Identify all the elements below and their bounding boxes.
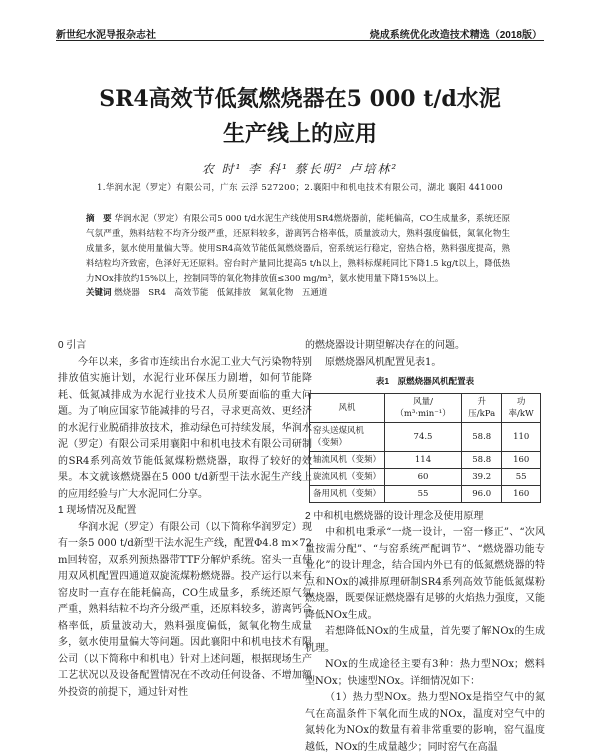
section-heading: 1 现场情况及配置 <box>58 505 137 516</box>
table-caption: 表1 原燃烧器风机配置表 <box>375 376 475 386</box>
table-row <box>310 485 541 502</box>
article-title-line-2: 生产线上的应用 <box>222 121 377 147</box>
body-paragraph: （1）热力型NOx。热力型NOx是指空气中的氮气在高温条件下氧化而生成的NOx，温度对空气中的氮转化为NOx的数量有着非常重要的影响，窑气温度越低，NOx的生成量越少；同时窑气在高温 <box>305 692 545 753</box>
header-rule <box>56 40 544 41</box>
table-cell: 39.2 <box>462 468 502 485</box>
table-cell: 160 <box>502 451 541 468</box>
table-cell: 114 <box>384 451 461 468</box>
body-paragraph: 若想降低NOx的生成量，首先要了解NOx的生成机理。 <box>305 626 545 654</box>
table-header-cell: 风机 <box>310 393 385 422</box>
table-cell: 58.8 <box>462 422 502 451</box>
journal-name: 新世纪水泥导报杂志社 <box>56 30 156 41</box>
section-heading: 2 中和机电燃烧器的设计理念及使用原理 <box>305 510 484 522</box>
table-header-cell: 升压/kPa <box>462 393 502 422</box>
abstract <box>86 211 510 287</box>
article-title-line-1: SR4高效节低氮燃烧器在5 000 t/d水泥 <box>99 86 501 112</box>
keywords <box>86 286 510 298</box>
body-paragraph: 今年以来，多省市连续出台水泥工业大气污染物特别排放值实施计划，水泥行业环保压力剧增，如何节能降耗、低氮减排成为水泥行业技术人员所要面临的重大问题。为了响应国家节能减排的号召，寻求更高效、更经济的水泥行业脱硝排放技术，推动绿色可持续发展，华润水泥（罗定）有限公司采用襄阳中和机电技术有限公司研制的SR4系列高效节能低氮煤粉燃烧器，取得了较好的效果。本文就该燃烧器在5 000 t/d新型干法水泥生产线上的应用经验与广大水泥同仁分享。 <box>58 356 312 500</box>
table-cell: 55 <box>502 468 541 485</box>
body-column-right <box>305 338 545 756</box>
abstract-label: 摘 要 <box>86 213 112 223</box>
body-paragraph: 原燃烧器风机配置见表1。 <box>325 356 442 368</box>
table-cell: 96.0 <box>462 485 502 502</box>
abstract-text: 华润水泥（罗定）有限公司5 000 t/d水泥生产线使用SR4燃烧器前，能耗偏高，CO生成量多，系统还原气氛严重，熟料结粒不均齐分级严重，还原料较多，游离钙合格率低，质量波动大，熟料强度偏低，氮氧化物生成量多，氨水使用量偏大等。使用SR4高效节能低氮燃烧器后，窑系统运行稳定，窑热合格，熟料强度提高，熟料结粒均齐致密，色泽好无还原料。窑台时产量同比提高5 t/h以上，熟料标煤耗同比下降1.5 kg/t以上，降低热力NOx排放约15%以上，控制同等的氧化物排放值≤300 mg/m³，氨水使用量下降15%以上。 <box>86 214 510 284</box>
collection-name: 烧成系统优化改造技术精选（2018版） <box>369 30 542 41</box>
affiliations: 1.华润水泥（罗定）有限公司，广东 云浮 527200；2.襄阳中和机电技术有限公司，湖北 襄阳 441000 <box>97 183 503 193</box>
fan-config-table <box>309 393 541 503</box>
keywords-text: 燃烧器 SR4 高效节能 低氮排放 氮氧化物 五通道 <box>114 288 328 298</box>
body-paragraph: 华润水泥（罗定）有限公司（以下简称华润罗定）现有一条5 000 t/d新型干法水泥生产线，配置Φ4.8 m×72 m回转窑，双系列预热器带TTF分解炉系统。窑头一直使用双风机配置四通道双旋流煤粉燃烧器。投产运行以来有窑皮时一直存在能耗偏高，CO生成量多，系统还原气氛严重，熟料结粒不均齐分级严重，还原料较多，游离钙合格率低，质量波动大，熟料强度偏低，氮氧化物生成量多，氨水使用量偏大等问题。因此襄阳中和机电技术有限公司（以下简称中和机电）针对上述问题，根据现场生产工艺状况以及设备配置情况在不改动任何设备、不增加额外投资的前提下，通过针对性 <box>58 521 312 698</box>
body-paragraph: 中和机电秉承“一烧一设计，一窑一修正”、“次风量按需分配”、“与窑系统严配调节”、“燃烧器功能专业化”的设计理念，结合国内外已有的低氮燃烧器的特点和NOx的减排原理研制SR4系列高效节能低氮煤粉燃烧器，既要保证燃烧器有足够的火焰热力强度，又能降低NOx生成。 <box>305 527 545 621</box>
table-cell: 55 <box>384 485 461 502</box>
section-heading: 0 引言 <box>58 340 87 351</box>
table-header-row <box>310 393 541 422</box>
body-paragraph: NOx的生成途径主要有3种：热力型NOx；燃料型NOx；快速型NOx。详细情况如下： <box>305 659 545 687</box>
table-cell: 110 <box>502 422 541 451</box>
table-cell: 窑头送煤风机（变频） <box>310 422 385 451</box>
running-header <box>0 0 600 40</box>
table-header-cell: 功率/kW <box>502 393 541 422</box>
body-column-left <box>58 338 312 701</box>
table-cell: 旋流风机（变频） <box>310 468 385 485</box>
table-row <box>310 451 541 468</box>
table-cell: 160 <box>502 485 541 502</box>
table-row <box>310 468 541 485</box>
table-row <box>310 422 541 451</box>
table-cell: 60 <box>384 468 461 485</box>
table-cell: 74.5 <box>384 422 461 451</box>
body-paragraph: 的燃烧器设计期望解决存在的问题。 <box>305 340 465 351</box>
table-cell: 备用风机（变频） <box>310 485 385 502</box>
table-cell: 58.8 <box>462 451 502 468</box>
author-list: 农 时¹ 李 科¹ 蔡长明² 卢培林² <box>201 162 399 176</box>
table-cell: 轴流风机（变频） <box>310 451 385 468</box>
keywords-label: 关键词 <box>86 287 112 297</box>
table-header-cell: 风量/（m³·min⁻¹） <box>384 393 461 422</box>
